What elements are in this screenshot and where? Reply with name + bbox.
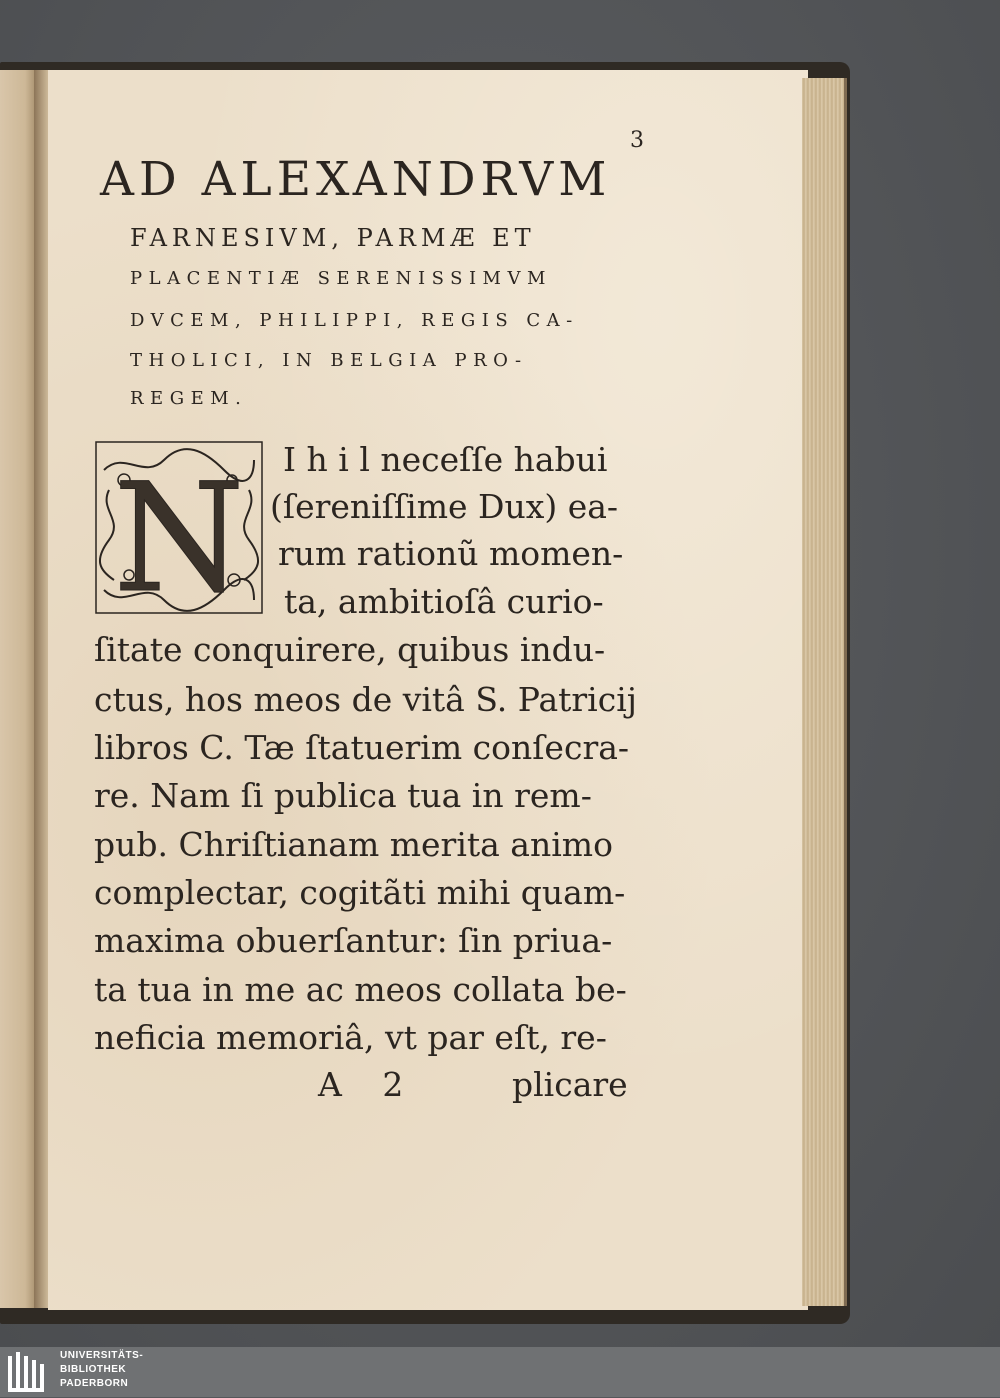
subtitle-line: DVCEM, PHILIPPI, REGIS CA- bbox=[130, 310, 579, 331]
subtitle-line: FARNESIVM, PARMÆ ET bbox=[130, 224, 536, 252]
body-line: ctus, hos meos de vitâ S. Patricij bbox=[94, 680, 638, 719]
catchword: plicare bbox=[512, 1065, 628, 1104]
subtitle-line: PLACENTIÆ SERENISSIMVM bbox=[130, 268, 552, 289]
body-line: (ſereniſſime Dux) ea- bbox=[270, 487, 619, 526]
body-line: ta, ambitioſâ curio- bbox=[284, 582, 604, 621]
left-page-edge bbox=[0, 70, 36, 1308]
subtitle-line: REGEM. bbox=[130, 388, 248, 409]
subtitle-line: THOLICI, IN BELGIA PRO- bbox=[130, 350, 528, 371]
library-name-line: UNIVERSITÄTS- bbox=[60, 1350, 144, 1361]
page-block-edge bbox=[802, 78, 847, 1306]
ornament-icon bbox=[94, 440, 264, 615]
body-line: re. Nam ſi publica tua in rem- bbox=[94, 776, 592, 815]
body-line: I h i l neceſſe habui bbox=[283, 440, 608, 479]
body-line: ta tua in me ac meos collata be- bbox=[94, 970, 627, 1009]
library-name-line: PADERBORN bbox=[60, 1378, 129, 1389]
library-logo-icon bbox=[6, 1350, 48, 1394]
library-name-line: BIBLIOTHEK bbox=[60, 1364, 127, 1375]
page-number: 3 bbox=[630, 128, 644, 153]
library-footer-bar bbox=[0, 1347, 1000, 1397]
drop-cap-letter: N bbox=[113, 452, 245, 615]
page-title: AD ALEXANDRVM bbox=[100, 152, 612, 207]
body-line: maxima obuerſantur: ſin priua- bbox=[94, 921, 613, 960]
body-line: libros C. Tæ ſtatuerim conſecra- bbox=[94, 728, 630, 767]
body-line: neficia memoriâ, vt par eſt, re- bbox=[94, 1018, 607, 1057]
body-line: complectar, cogitãti mihi quam- bbox=[94, 873, 626, 912]
body-line: ſitate conquirere, quibus indu- bbox=[94, 630, 606, 669]
body-line: rum rationũ momen- bbox=[278, 534, 624, 573]
body-line: pub. Chriſtianam merita animo bbox=[94, 825, 613, 864]
decorated-initial bbox=[94, 440, 264, 615]
signature-mark: A 2 bbox=[318, 1065, 404, 1104]
